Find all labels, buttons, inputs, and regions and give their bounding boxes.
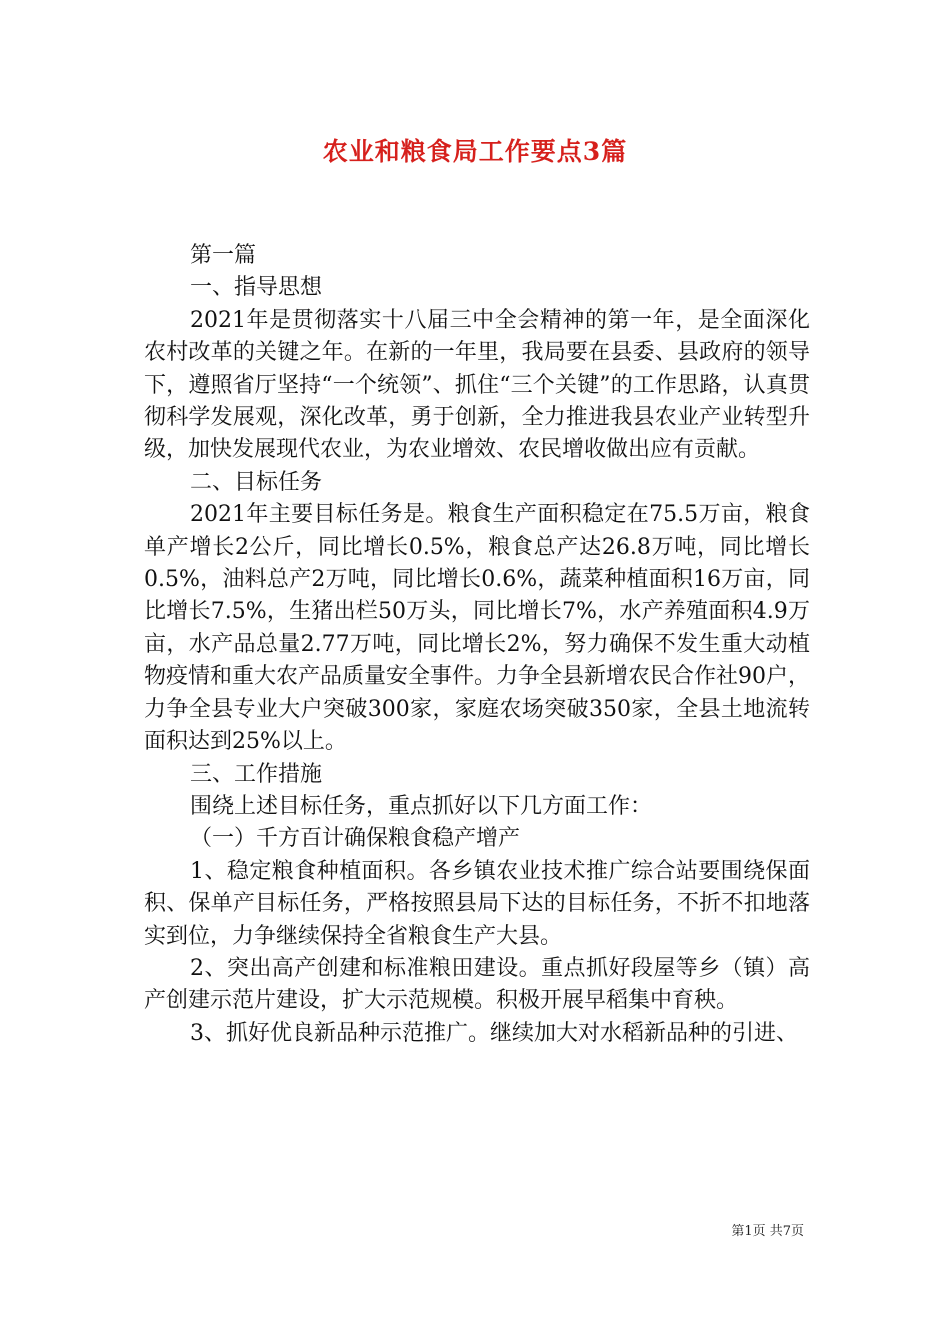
document-title: 农业和粮食局工作要点3篇 [322, 137, 628, 166]
section-heading: 第一篇 [190, 243, 257, 268]
body-paragraph: 围绕上述目标任务，重点抓好以下几方面工作： [190, 793, 653, 819]
section-heading: 二、目标任务 [190, 469, 323, 495]
body-paragraph: 2、突出高产创建和标准粮田建设。重点抓好段屋等乡（镇）高产创建示范片建设，扩大示范规模。积极开展早稻集中育秧。 [144, 955, 810, 1014]
section-heading: 一、指导思想 [190, 275, 323, 301]
page-number: 第1页 共7页 [731, 1224, 804, 1239]
body-paragraph: 3、抓好优良新品种示范推广。继续加大对水稻新品种的引进、 [190, 1020, 798, 1046]
body-paragraph: 2021年是贯彻落实十八届三中全会精神的第一年，是全面深化农村改革的关键之年。在新的一年里，我局要在县委、县政府的领导下，遵照省厅坚持“一个统领”、抓住“三个关键”的工作思路，认真贯彻科学发展观，深化改革，勇于创新，全力推进我县农业产业转型升级，加快发展现代农业，为农业增效、农民增收做出应有贡献。 [144, 307, 810, 463]
body-paragraph: 1、稳定粮食种植面积。各乡镇农业技术推广综合站要围绕保面积、保单产目标任务，严格按照县局下达的目标任务，不折不扣地落实到位，力争继续保持全省粮食生产大县。 [144, 858, 810, 949]
document-body [144, 240, 810, 1050]
subsection-heading: （一）千方百计确保粮食稳产增产 [190, 826, 521, 852]
section-heading: 三、工作措施 [190, 761, 323, 787]
body-paragraph: 2021年主要目标任务是。粮食生产面积稳定在75.5万亩，粮食单产增长2公斤，同比增长0.5%，粮食总产达26.8万吨，同比增长0.5%，油料总产2万吨，同比增长0.6%，蔬菜种植面积16万亩，同比增长7.5%，生猪出栏50万头，同比增长7%，水产养殖面积4.9万亩，水产品总量2.77万吨，同比增长2%，努力确保不发生重大动植物疫情和重大农产品质量安全事件。力争全县新增农民合作社90户，力争全县专业大户突破300家，家庭农场突破350家，全县土地流转面积达到25%以上。 [144, 502, 810, 755]
